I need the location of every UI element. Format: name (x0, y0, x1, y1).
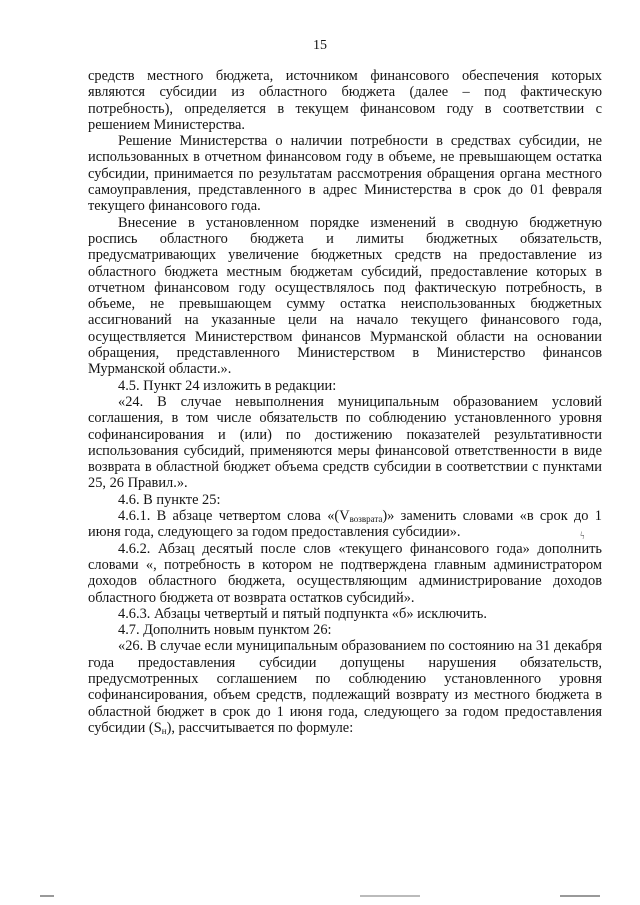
paragraph-budget-changes: Внесение в установленном порядке изменений в сводную бюджетную роспись областного бюджета и лимиты бюджетных обязательств, предусматривающих увеличение бюджетных средств на предоставление из областного бюджета местным бюджетам субсидий, предоставление которых в отчетном финансовом году осуществлялось под фактическую потребность, в объеме, не превышающем сумму остатка неиспользованных бюджетных ассигнований на указанные цели на начало текущего финансового года, осуществляется Министерством финансов Мурманской области на основании обращения, представленного Министерством в Министерство финансов Мурманской области.». (88, 214, 602, 378)
item-4-6-2: 4.6.2. Абзац десятый после слов «текущего финансового года» дополнить словами «, потребность в котором не подтверждена главным администратором доходов областного бюджета, осуществляющим администрирование доходов областного бюджета от возврата остатков субсидий». (88, 540, 602, 606)
speck (560, 895, 600, 897)
scan-artifact-mark: ϟ (580, 531, 585, 542)
item-4-6-1-text-start: 4.6.1. В абзаце четвертом слова «(V (118, 508, 350, 525)
speck (40, 895, 54, 897)
page-number: 15 (313, 38, 327, 53)
item-4-6: 4.6. В пункте 25: (118, 491, 221, 508)
item-4-7: 4.7. Дополнить новым пунктом 26: (118, 622, 332, 639)
paragraph-ministry-decision: Решение Министерства о наличии потребности в средствах субсидии, не использованных в отчетном финансовом году в объеме, не превышающем остатка субсидии, принимается по результатам рассмотрения обращения органа местного самоуправления, представленного в адрес Министерства в срок до 01 февраля текущего финансового года. (88, 133, 602, 215)
point-26-text-start: «26. В случае если муниципальным образованием по состоянию на 31 декабря года предоставления субсидии допущены нарушения обязательств, предусмотренных соглашением по соблюдению установленного уровня софинансирования, объем средств, подлежащий возврату из местного бюджета в областной бюджет в срок до 1 июня года, следующего за годом предоставления субсидии (S (88, 638, 602, 736)
speck (360, 895, 420, 897)
point-26-text-end: ), рассчитывается по формуле: (166, 719, 354, 736)
paragraph-point-24: «24. В случае невыполнения муниципальным образованием условий соглашения, в том числе обязательств по соблюдению установленного уровня софинансирования и (или) по достижению показателей результативности использования субсидий, применяются меры финансовой ответственности в виде возврата в областной бюджет объема средств субсидии в соответствии с пунктами 25, 26 Правил.». (88, 393, 602, 492)
item-4-5: 4.5. Пункт 24 изложить в редакции: (118, 377, 337, 394)
item-4-6-1-text-end: )» заменить словами «в срок до 1 июня года, следующего за годом предоставления субсидии». (88, 508, 602, 541)
scan-edge-specks (0, 895, 640, 899)
paragraph-continuation: средств местного бюджета, источником финансового обеспечения которых являются субсидии из областного бюджета (далее – под фактическую потребность), определяется в текущем финансовом году в соответствии с решением Министерства. (88, 68, 602, 133)
item-4-6-1-subscript: возврата (349, 514, 383, 525)
item-4-6-3: 4.6.3. Абзацы четвертый и пятый подпункта «б» исключить. (118, 605, 487, 622)
paragraph-point-26 (88, 638, 602, 736)
document-body (88, 68, 602, 736)
item-4-6-1 (88, 508, 602, 541)
point-26-subscript: н (161, 725, 167, 736)
